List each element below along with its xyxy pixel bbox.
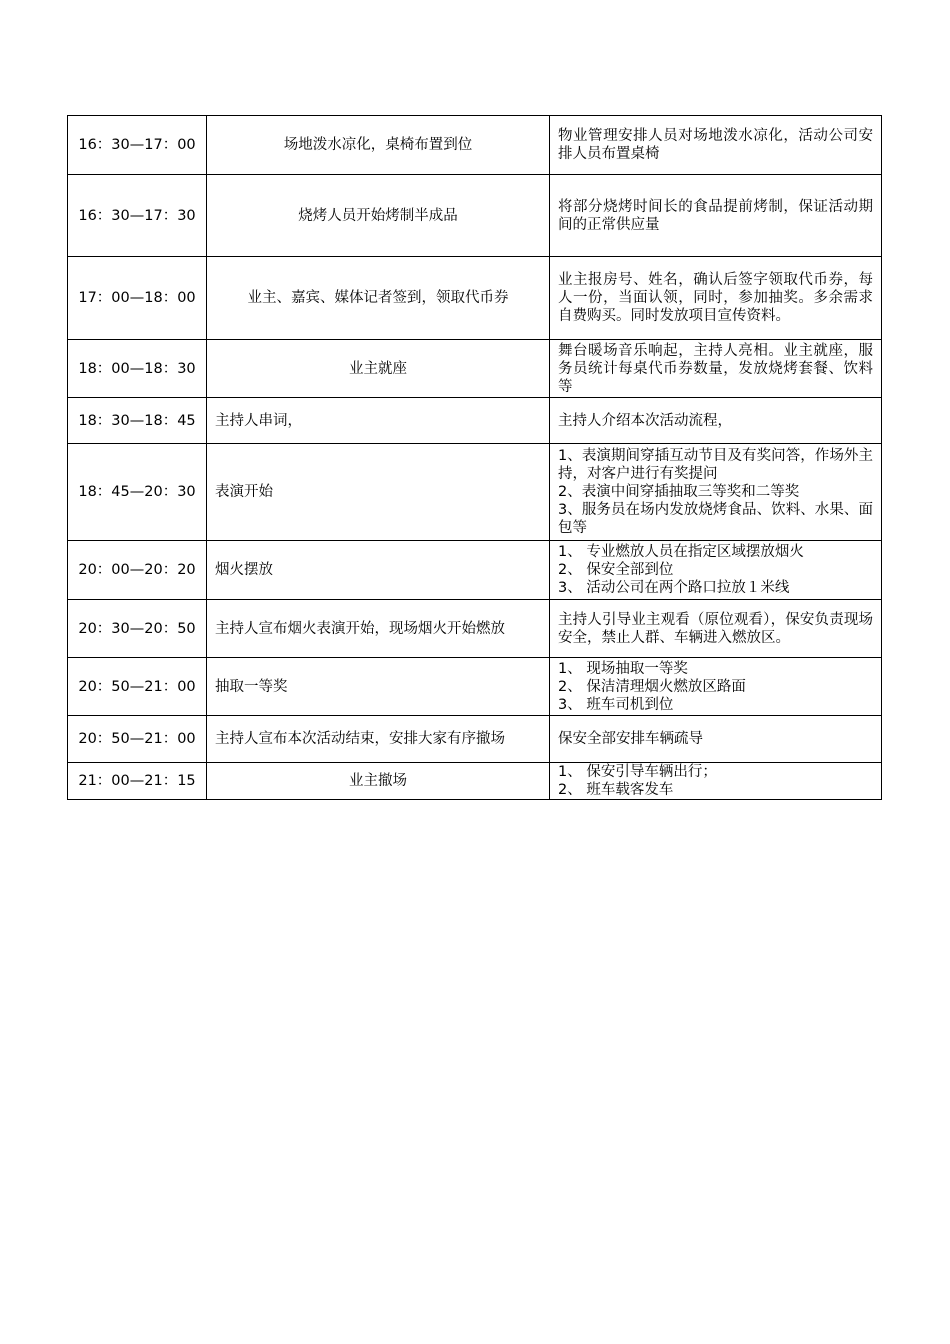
- detail-line: 舞台暖场音乐响起，主持人亮相。业主就座，服务员统计每桌代币券数量，发放烧烤套餐、饮料等: [558, 342, 873, 395]
- table-row: [68, 600, 882, 658]
- detail-line: 主持人介绍本次活动流程，: [558, 412, 732, 429]
- table-row: [68, 763, 882, 800]
- details-cell: [550, 257, 882, 340]
- detail-line: 3、服务员在场内发放烧烤食品、饮料、水果、面包等: [558, 502, 873, 536]
- table-row: [68, 444, 882, 541]
- time-cell: 20：00—20：20: [68, 541, 207, 600]
- time-cell: 18：00—18：30: [68, 340, 207, 398]
- detail-line: 主持人引导业主观看（原位观看），保安负责现场安全，禁止人群、车辆进入燃放区。: [558, 611, 873, 646]
- detail-line: 1、 保安引导车辆出行；: [558, 764, 717, 780]
- time-cell: 16：30—17：30: [68, 175, 207, 257]
- details-cell: [550, 763, 882, 800]
- time-cell: 20：50—21：00: [68, 716, 207, 763]
- table-row: [68, 716, 882, 763]
- time-cell: 20：30—20：50: [68, 600, 207, 658]
- activity-cell: 主持人宣布本次活动结束，安排大家有序撤场: [207, 716, 550, 763]
- time-cell: 16：30—17：00: [68, 116, 207, 175]
- activity-cell: 抽取一等奖: [207, 658, 550, 716]
- details-cell: [550, 175, 882, 257]
- details-cell: [550, 398, 882, 444]
- detail-line: 3、 班车司机到位: [558, 696, 674, 713]
- activity-cell: 主持人串词，: [207, 398, 550, 444]
- details-cell: [550, 716, 882, 763]
- time-cell: 18：45—20：30: [68, 444, 207, 541]
- table-row: [68, 541, 882, 600]
- activity-cell: 表演开始: [207, 444, 550, 541]
- table-row: [68, 116, 882, 175]
- table-row: [68, 658, 882, 716]
- event-schedule-table: [67, 115, 882, 800]
- details-cell: [550, 116, 882, 175]
- details-cell: [550, 444, 882, 541]
- table-row: [68, 257, 882, 340]
- detail-line: 1、表演期间穿插互动节目及有奖问答，作场外主持，对客户进行有奖提问: [558, 448, 873, 482]
- table-row: [68, 398, 882, 444]
- details-cell: [550, 340, 882, 398]
- details-cell: [550, 658, 882, 716]
- time-cell: 20：50—21：00: [68, 658, 207, 716]
- details-cell: [550, 600, 882, 658]
- detail-line: 1、 现场抽取一等奖: [558, 660, 688, 677]
- detail-line: 业主报房号、姓名，确认后签字领取代币券，每人一份，当面认领，同时，参加抽奖。多余需求自费购买。同时发放项目宣传资料。: [558, 272, 873, 324]
- activity-cell: 场地泼水凉化，桌椅布置到位: [207, 116, 550, 175]
- table-row: [68, 175, 882, 257]
- time-cell: 18：30—18：45: [68, 398, 207, 444]
- activity-cell: 业主就座: [207, 340, 550, 398]
- detail-line: 将部分烧烤时间长的食品提前烤制，保证活动期间的正常供应量: [558, 198, 873, 233]
- detail-line: 物业管理安排人员对场地泼水凉化，活动公司安排人员布置桌椅: [558, 128, 873, 162]
- detail-line: 3、 活动公司在两个路口拉放１米线: [558, 580, 790, 596]
- time-cell: 21：00—21：15: [68, 763, 207, 800]
- detail-line: 保安全部安排车辆疏导: [558, 731, 703, 747]
- detail-line: 2、表演中间穿插抽取三等奖和二等奖: [558, 484, 800, 500]
- detail-line: 2、 班车载客发车: [558, 782, 674, 798]
- detail-line: 2、 保洁清理烟火燃放区路面: [558, 678, 746, 695]
- activity-cell: 烟火摆放: [207, 541, 550, 600]
- activity-cell: 主持人宣布烟火表演开始，现场烟火开始燃放: [207, 600, 550, 658]
- detail-line: 1、 专业燃放人员在指定区域摆放烟火: [558, 544, 804, 560]
- activity-cell: 业主撤场: [207, 763, 550, 800]
- detail-line: 2、 保安全部到位: [558, 562, 674, 578]
- time-cell: 17：00—18：00: [68, 257, 207, 340]
- activity-cell: 烧烤人员开始烤制半成品: [207, 175, 550, 257]
- activity-cell: 业主、嘉宾、媒体记者签到，领取代币券: [207, 257, 550, 340]
- details-cell: [550, 541, 882, 600]
- table-row: [68, 340, 882, 398]
